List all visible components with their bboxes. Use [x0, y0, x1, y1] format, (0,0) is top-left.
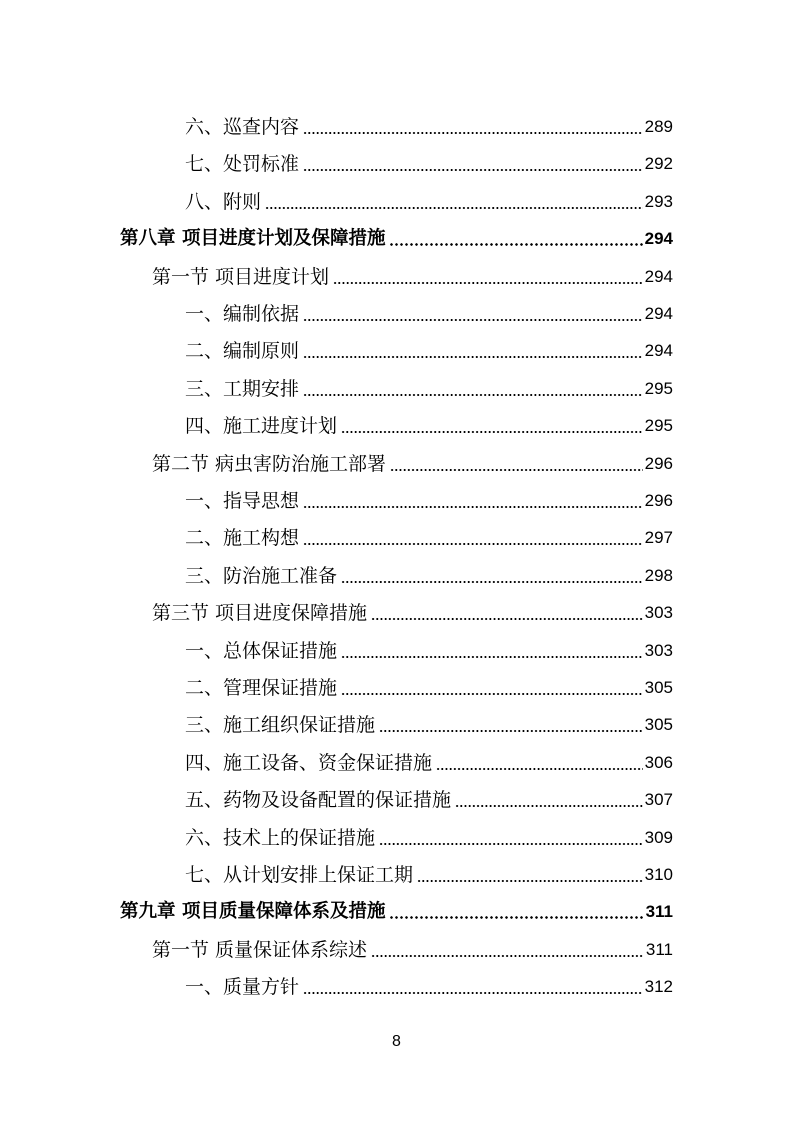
- toc-item[interactable]: [185, 625, 673, 662]
- dot-leader: [389, 243, 642, 246]
- toc-entry-title: 第二节 病虫害防治施工部署: [152, 452, 387, 475]
- toc-entry-page: 309: [644, 827, 673, 847]
- toc-entry-title: 三、防治施工准备: [185, 564, 338, 587]
- toc-entry-title: 三、工期安排: [185, 377, 300, 400]
- dot-leader: [371, 618, 643, 620]
- dot-leader: [341, 656, 643, 658]
- toc-section[interactable]: [152, 438, 673, 475]
- toc-entry-title: 四、施工进度计划: [185, 415, 338, 438]
- toc-entry-page: 303: [644, 640, 673, 660]
- toc-entry-title: 第九章 项目质量保障体系及措施: [120, 901, 386, 923]
- toc-entry-page: 311: [645, 939, 673, 959]
- dot-leader: [455, 805, 643, 807]
- dot-leader: [341, 693, 643, 695]
- toc-entry-title: 第八章 项目进度计划及保障措施: [120, 228, 386, 250]
- toc-item[interactable]: [185, 176, 673, 213]
- dot-leader: [417, 880, 643, 882]
- toc-item[interactable]: [185, 400, 673, 437]
- dot-leader: [341, 431, 643, 433]
- toc-entry-page: 295: [644, 378, 673, 398]
- dot-leader: [379, 730, 643, 732]
- toc-entry-title: 一、总体保证措施: [185, 639, 338, 662]
- toc-entry-page: 311: [645, 902, 673, 922]
- toc-entry-page: 296: [644, 453, 673, 473]
- toc-section[interactable]: [152, 251, 673, 288]
- toc-entry-title: 五、药物及设备配置的保证措施: [185, 789, 452, 812]
- dot-leader: [303, 394, 643, 396]
- toc-entry-page: 303: [644, 603, 673, 623]
- toc-entry-title: 八、附则: [185, 190, 262, 213]
- toc-item[interactable]: [185, 849, 673, 886]
- toc-item[interactable]: [185, 325, 673, 362]
- toc-entry-page: 307: [644, 790, 673, 810]
- toc-entry-page: 312: [644, 977, 673, 997]
- toc-entry-page: 310: [644, 865, 673, 884]
- toc-chapter[interactable]: [120, 213, 673, 250]
- toc-item[interactable]: [185, 288, 673, 325]
- toc-entry-title: 六、技术上的保证措施: [185, 826, 376, 849]
- dot-leader: [303, 356, 643, 358]
- toc-entry-title: 第一节 项目进度计划: [152, 265, 330, 288]
- toc-entry-title: 四、施工设备、资金保证措施: [185, 751, 433, 774]
- toc-item[interactable]: [185, 475, 673, 512]
- toc-entry-title: 第一节 质量保证体系综述: [152, 938, 368, 961]
- toc-entry-page: 305: [644, 715, 673, 735]
- toc-entry-page: 295: [644, 416, 673, 436]
- toc-item[interactable]: [185, 512, 673, 549]
- page-number: 8: [392, 1033, 401, 1050]
- toc-entry-page: 306: [644, 752, 673, 772]
- dot-leader: [303, 506, 643, 508]
- toc-section[interactable]: [152, 587, 673, 624]
- toc-entry-title: 三、施工组织保证措施: [185, 714, 376, 737]
- toc-item[interactable]: [185, 961, 673, 998]
- dot-leader: [303, 319, 643, 321]
- toc-entry-page: 292: [644, 154, 673, 174]
- toc-item[interactable]: [185, 101, 673, 138]
- dot-leader: [389, 916, 643, 919]
- dot-leader: [436, 768, 643, 770]
- dot-leader: [303, 992, 643, 994]
- toc-entry-page: 294: [644, 304, 673, 323]
- toc-entry-title: 七、处罚标准: [185, 153, 300, 176]
- toc-entry-title: 二、管理保证措施: [185, 677, 338, 699]
- toc-entry-title: 一、指导思想: [185, 490, 300, 512]
- dot-leader: [333, 282, 643, 284]
- toc-entry-title: 二、编制原则: [185, 340, 300, 363]
- toc-entry-page: 294: [644, 229, 673, 249]
- toc-section[interactable]: [152, 924, 673, 961]
- toc-entry-title: 一、质量方针: [185, 976, 300, 999]
- toc-entry-title: 第三节 项目进度保障措施: [152, 602, 368, 625]
- toc-item[interactable]: [185, 550, 673, 587]
- toc-entry-page: 294: [644, 341, 673, 361]
- toc-entry-title: 一、编制依据: [185, 303, 300, 325]
- dot-leader: [390, 469, 643, 471]
- toc-entry-title: 七、从计划安排上保证工期: [185, 864, 414, 886]
- toc-chapter[interactable]: [120, 886, 673, 923]
- toc-item[interactable]: [185, 737, 673, 774]
- toc-entry-page: 305: [644, 678, 673, 697]
- dot-leader: [379, 843, 643, 845]
- toc-entry-page: 298: [644, 565, 673, 585]
- toc-entry-title: 二、施工构想: [185, 527, 300, 550]
- toc-item[interactable]: [185, 138, 673, 175]
- dot-leader: [341, 581, 643, 583]
- dot-leader: [303, 169, 643, 171]
- toc-item[interactable]: [185, 699, 673, 736]
- toc-entry-page: 293: [644, 191, 673, 211]
- toc-entry-page: 296: [644, 491, 673, 510]
- dot-leader: [303, 132, 643, 134]
- toc-entry-page: 297: [644, 528, 673, 548]
- toc-entry-page: 294: [644, 266, 673, 286]
- dot-leader: [303, 543, 643, 545]
- toc-item[interactable]: [185, 662, 673, 699]
- toc-item[interactable]: [185, 812, 673, 849]
- toc-entry-title: 六、巡查内容: [185, 116, 300, 138]
- toc-entry-page: 289: [644, 117, 673, 136]
- dot-leader: [265, 207, 643, 209]
- dot-leader: [371, 955, 644, 957]
- toc-item[interactable]: [185, 363, 673, 400]
- toc-item[interactable]: [185, 774, 673, 811]
